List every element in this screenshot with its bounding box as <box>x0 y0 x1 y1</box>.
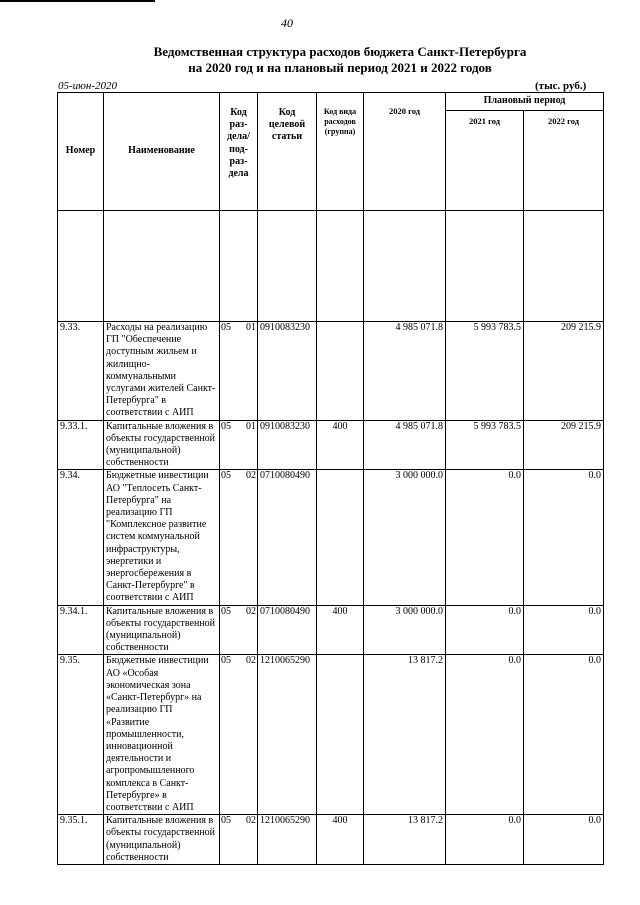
row-section: 05 <box>221 470 231 482</box>
row-value-2020: 3 000 000.0 <box>364 470 446 605</box>
row-target-code: 0710080490 <box>258 470 317 605</box>
row-section-code <box>220 322 258 421</box>
units-label: (тыс. руб.) <box>535 80 587 92</box>
header-2021: 2021 год <box>446 111 524 211</box>
row-expense-type: 400 <box>317 815 364 865</box>
row-number: 9.34.1. <box>58 605 104 655</box>
row-value-2020: 13 817.2 <box>364 655 446 815</box>
header-2020: 2020 год <box>364 93 446 211</box>
row-target-code: 0910083230 <box>258 322 317 421</box>
row-value-2021: 0.0 <box>446 655 524 815</box>
row-value-2021: 0.0 <box>446 815 524 865</box>
document-date: 05-июн-2020 <box>58 80 118 92</box>
row-section-code <box>220 655 258 815</box>
row-target-code: 1210065290 <box>258 815 317 865</box>
row-name: Капитальные вложения в объекты государственной (муниципальной) собственности <box>104 815 220 865</box>
table-row <box>58 420 604 470</box>
row-expense-type <box>317 655 364 815</box>
row-value-2021: 0.0 <box>446 605 524 655</box>
row-subsection: 01 <box>246 322 256 333</box>
row-expense-type: 400 <box>317 605 364 655</box>
row-value-2022: 0.0 <box>524 815 604 865</box>
row-number: 9.34. <box>58 470 104 605</box>
row-value-2020: 4 985 071.8 <box>364 322 446 421</box>
row-number: 9.33.1. <box>58 420 104 470</box>
row-value-2020: 13 817.2 <box>364 815 446 865</box>
row-subsection: 02 <box>246 605 256 617</box>
row-number: 9.35. <box>58 655 104 815</box>
row-value-2022: 209 215.9 <box>524 322 604 421</box>
row-expense-type <box>317 470 364 605</box>
header-target-code: Код целевой статьи <box>258 93 317 211</box>
row-subsection: 01 <box>246 420 256 432</box>
row-value-2022: 0.0 <box>524 655 604 815</box>
row-name: Бюджетные инвестиции АО "Теплосеть Санкт-Петербурга" на реализацию ГП "Комплексное развитие систем коммунальной инфраструктуры, энергетики и энергосбережения в Санкт-Петербурге" в соответствии с АИП <box>104 470 220 605</box>
row-value-2020: 4 985 071.8 <box>364 420 446 470</box>
row-subsection: 02 <box>246 470 256 482</box>
row-section: 05 <box>221 420 231 432</box>
row-subsection: 02 <box>246 815 256 827</box>
row-section: 05 <box>221 605 231 617</box>
row-value-2020: 3 000 000.0 <box>364 605 446 655</box>
row-number: 9.33. <box>58 322 104 421</box>
header-name: Наименование <box>104 93 220 211</box>
row-section-code <box>220 420 258 470</box>
row-number: 9.35.1. <box>58 815 104 865</box>
header-planned-period: Плановый период <box>446 93 604 111</box>
top-rule <box>0 0 155 2</box>
document-title-line-2: на 2020 год и на плановый период 2021 и 2022 годов <box>188 60 492 75</box>
row-section-code <box>220 815 258 865</box>
row-expense-type: 400 <box>317 420 364 470</box>
table-row <box>58 322 604 421</box>
header-section-code: Код раз-дела/под-раз-дела <box>220 93 258 211</box>
row-target-code: 1210065290 <box>258 655 317 815</box>
row-value-2022: 0.0 <box>524 470 604 605</box>
row-section: 05 <box>221 655 231 667</box>
page-number: 40 <box>281 16 293 30</box>
budget-table <box>57 92 604 865</box>
row-section: 05 <box>221 322 231 333</box>
header-number: Номер <box>58 93 104 211</box>
row-subsection: 02 <box>246 655 256 667</box>
table-row <box>58 655 604 815</box>
row-section-code <box>220 605 258 655</box>
header-expense-type-code: Код вида расходов (группа) <box>317 93 364 211</box>
row-value-2021: 5 993 783.5 <box>446 322 524 421</box>
row-value-2022: 0.0 <box>524 605 604 655</box>
row-target-code: 0710080490 <box>258 605 317 655</box>
row-name: Капитальные вложения в объекты государственной (муниципальной) собственности <box>104 420 220 470</box>
table-body <box>58 211 604 865</box>
row-section: 05 <box>221 815 231 827</box>
row-value-2021: 5 993 783.5 <box>446 420 524 470</box>
row-name: Расходы на реализацию ГП "Обеспечение доступным жильем и жилищно-коммунальными услугами жителей Санкт-Петербурга" в соответствии с АИП <box>104 322 220 421</box>
table-row <box>58 605 604 655</box>
document-title-line-1: Ведомственная структура расходов бюджета Санкт-Петербурга <box>153 44 527 59</box>
row-name: Капитальные вложения в объекты государственной (муниципальной) собственности <box>104 605 220 655</box>
table-row <box>58 815 604 865</box>
row-expense-type <box>317 322 364 421</box>
header-2022: 2022 год <box>524 111 604 211</box>
row-section-code <box>220 470 258 605</box>
table-row <box>58 470 604 605</box>
row-value-2021: 0.0 <box>446 470 524 605</box>
row-target-code: 0910083230 <box>258 420 317 470</box>
empty-row <box>58 211 604 322</box>
row-name: Бюджетные инвестиции АО «Особая экономическая зона «Санкт-Петербург» на реализацию ГП «Развитие промышленности, инновационной деятельности и агропромышленного комплекса в Санкт-Петербурге» в соответствии с АИП <box>104 655 220 815</box>
row-value-2022: 209 215.9 <box>524 420 604 470</box>
